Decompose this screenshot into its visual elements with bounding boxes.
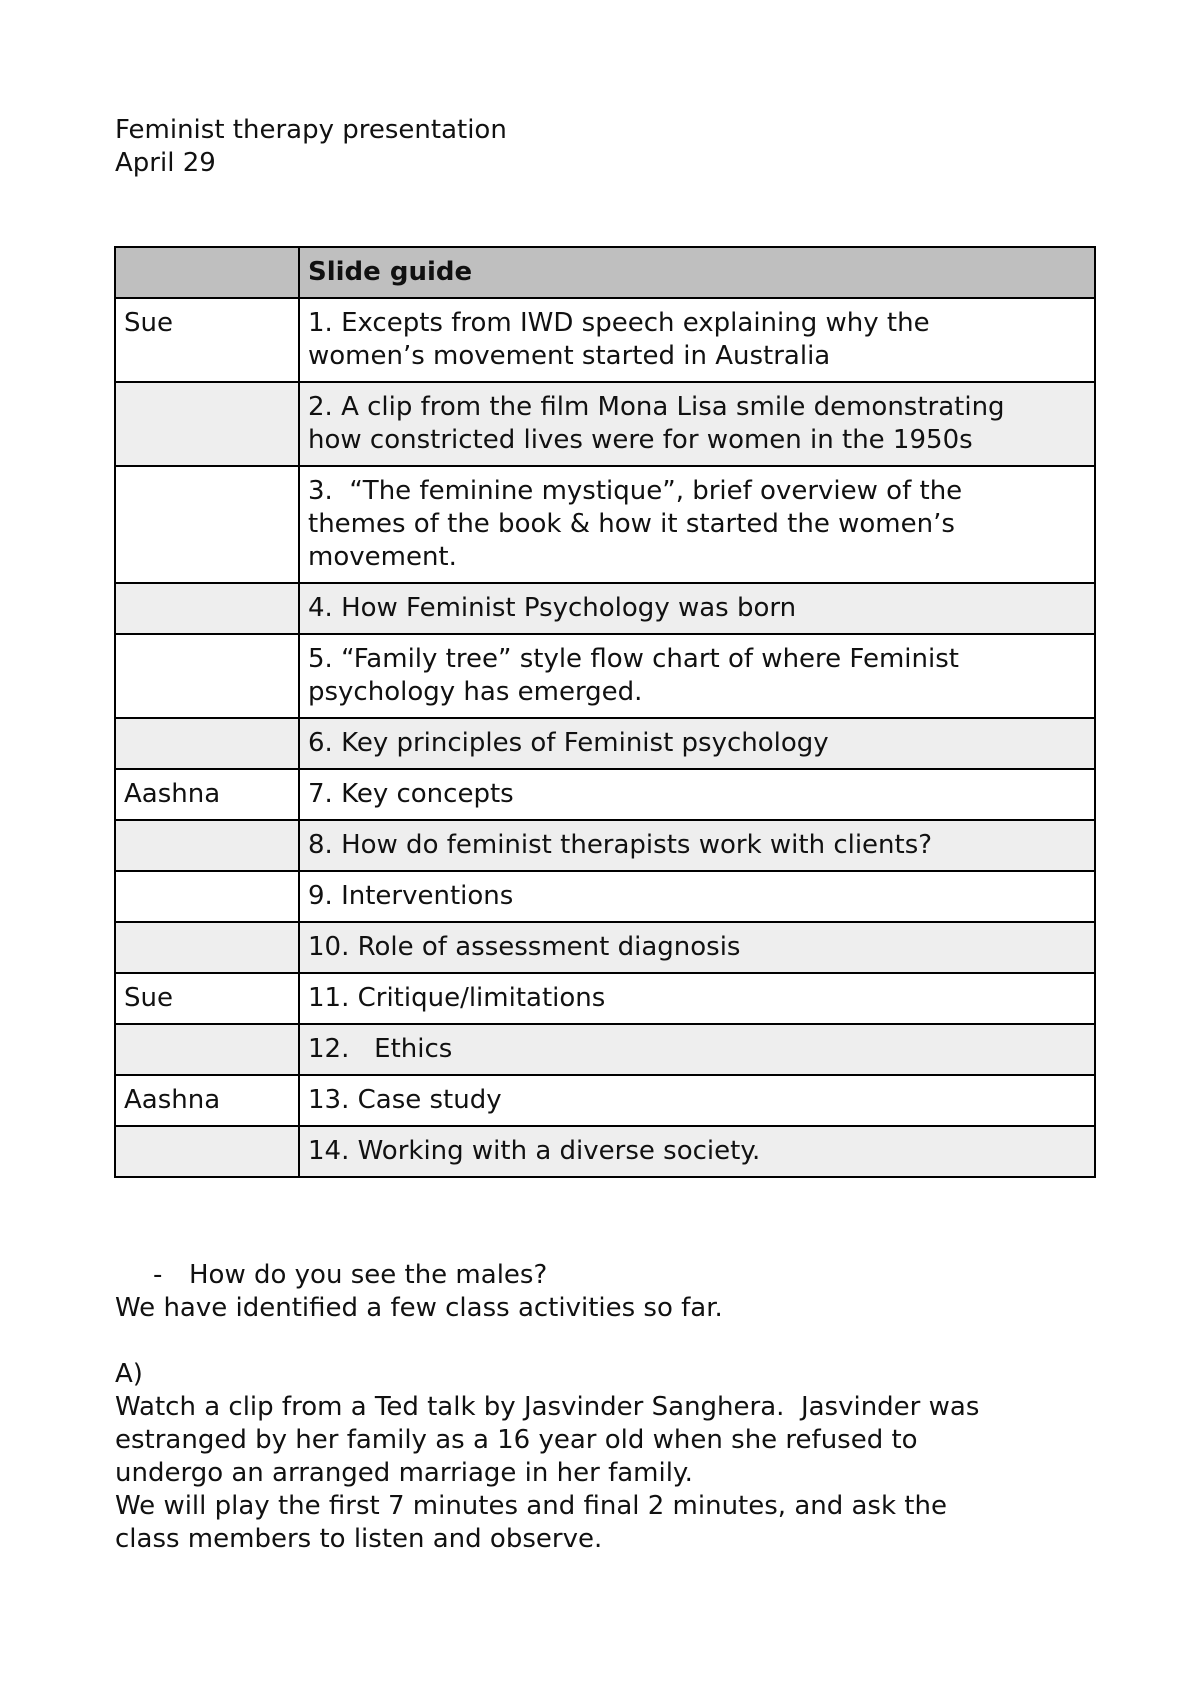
- slide-description-line: 12. Ethics: [308, 1034, 453, 1064]
- slide-description-line: psychology has emerged.: [308, 677, 643, 707]
- presenter-cell: [115, 466, 299, 583]
- table-row: [115, 382, 1095, 466]
- slide-description-line: 10. Role of assessment diagnosis: [308, 932, 741, 962]
- table-row: [115, 583, 1095, 634]
- slide-description-cell: [299, 922, 1095, 973]
- activity-line: estranged by her family as a 16 year old when she refused to: [115, 1425, 918, 1455]
- presenter-cell: [115, 820, 299, 871]
- slide-description-cell: [299, 583, 1095, 634]
- slide-description-cell: [299, 820, 1095, 871]
- slide-description-line: how constricted lives were for women in the 1950s: [308, 425, 973, 455]
- presenter-cell: [115, 583, 299, 634]
- slide-description-line: movement.: [308, 542, 457, 572]
- presenter-cell: [115, 634, 299, 718]
- presenter-cell: Sue: [115, 973, 299, 1024]
- slide-guide-table: [114, 246, 1096, 1178]
- document-date: April 29: [115, 148, 216, 178]
- slide-description-line: women’s movement started in Australia: [308, 341, 831, 371]
- presenter-cell: Aashna: [115, 1075, 299, 1126]
- table-row: [115, 718, 1095, 769]
- table-row: [115, 634, 1095, 718]
- slide-description-line: 1. Excepts from IWD speech explaining why the: [308, 308, 930, 338]
- table-row: [115, 1075, 1095, 1126]
- table-row: [115, 820, 1095, 871]
- bullet-text: How do you see the males?: [189, 1260, 548, 1290]
- slide-description-cell: [299, 718, 1095, 769]
- bullet-marker: -: [153, 1260, 163, 1290]
- slide-description-cell: [299, 634, 1095, 718]
- presenter-cell: [115, 382, 299, 466]
- table-header-row: [115, 247, 1095, 298]
- slide-description-line: 9. Interventions: [308, 881, 514, 911]
- slide-description-cell: [299, 1024, 1095, 1075]
- slide-description-line: 2. A clip from the film Mona Lisa smile demonstrating: [308, 392, 1005, 422]
- slide-description-line: 7. Key concepts: [308, 779, 514, 809]
- presenter-cell: [115, 871, 299, 922]
- table-row: [115, 769, 1095, 820]
- activity-label: A): [115, 1359, 143, 1389]
- table-header-presenter-cell: [115, 247, 299, 298]
- slide-description-line: 3. “The feminine mystique”, brief overview of the: [308, 476, 963, 506]
- slide-description-cell: [299, 298, 1095, 382]
- slide-description-line: 5. “Family tree” style flow chart of where Feminist: [308, 644, 959, 674]
- document-title: Feminist therapy presentation: [115, 115, 507, 145]
- slide-description-cell: [299, 973, 1095, 1024]
- presenter-cell: Sue: [115, 298, 299, 382]
- presenter-cell: [115, 922, 299, 973]
- activity-line: Watch a clip from a Ted talk by Jasvinder Sanghera. Jasvinder was: [115, 1392, 980, 1422]
- slide-description-cell: [299, 769, 1095, 820]
- table-header-label: Slide guide: [299, 247, 1095, 298]
- activity-line: undergo an arranged marriage in her family.: [115, 1458, 693, 1488]
- table-row: [115, 922, 1095, 973]
- activity-description: [115, 1391, 1115, 1556]
- notes-section: [115, 1259, 1115, 1556]
- activity-line: We will play the first 7 minutes and final 2 minutes, and ask the: [115, 1491, 947, 1521]
- slide-description-cell: [299, 871, 1095, 922]
- slide-description-cell: [299, 382, 1095, 466]
- table-row: [115, 1024, 1095, 1075]
- slide-description-line: 13. Case study: [308, 1085, 502, 1115]
- activities-intro: We have identified a few class activities so far.: [115, 1293, 723, 1323]
- table-row: [115, 298, 1095, 382]
- slide-description-line: 6. Key principles of Feminist psychology: [308, 728, 829, 758]
- table-row: [115, 466, 1095, 583]
- document-header: [115, 114, 507, 180]
- table-row: [115, 1126, 1095, 1177]
- slide-description-line: 14. Working with a diverse society.: [308, 1136, 761, 1166]
- table-row: [115, 973, 1095, 1024]
- slide-description-line: 8. How do feminist therapists work with clients?: [308, 830, 933, 860]
- presenter-cell: [115, 1024, 299, 1075]
- slide-description-line: 11. Critique/limitations: [308, 983, 606, 1013]
- slide-description-cell: [299, 466, 1095, 583]
- slide-description-line: themes of the book & how it started the women’s: [308, 509, 955, 539]
- slide-description-cell: [299, 1075, 1095, 1126]
- presenter-cell: [115, 1126, 299, 1177]
- presenter-cell: [115, 718, 299, 769]
- slide-description-line: 4. How Feminist Psychology was born: [308, 593, 797, 623]
- activity-line: class members to listen and observe.: [115, 1524, 603, 1554]
- table-row: [115, 871, 1095, 922]
- bullet-item: [115, 1259, 1115, 1292]
- presenter-cell: Aashna: [115, 769, 299, 820]
- slide-description-cell: [299, 1126, 1095, 1177]
